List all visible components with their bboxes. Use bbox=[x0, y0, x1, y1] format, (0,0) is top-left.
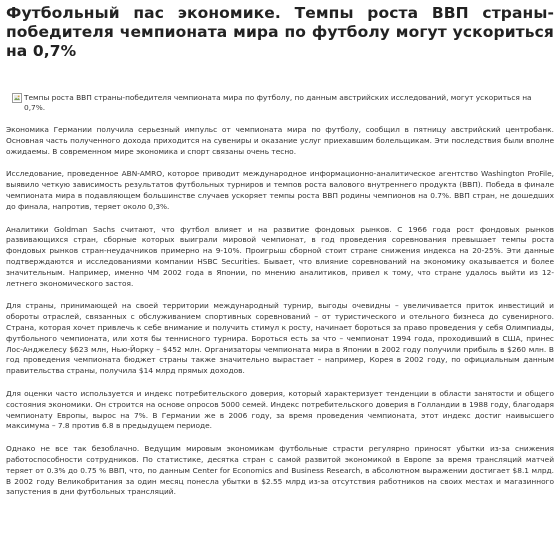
article-paragraph: Для страны, принимающей на своей территории международный турнир, выгоды очевидны – увеличивается приток инвестиций и обороты отраслей, связанных с обслуживанием спортивных соревнований – от туристического и отельного бизнеса до сувенирного. Страна, которая хочет привлечь к себе внимание и получить стимул к росту, начинает бороться за право проведения у себя Олимпиады, футбольного чемпионата, или хотя бы теннисного турнира. Бороться есть за что – чемпионат 1994 года, проходивший в США, принес Лос-Анджелесу $623 млн, Нью-Йорку – $452 млн. Организаторы чемпионата мира в Японии в 2002 году получили прибыль в $260 млн. В год проведения чемпионата бюджет страны также значительно вырастает – например, Корея в 2002 году, по официальным данным правительства страны, получила $14 млрд прямых доходов. bbox=[6, 301, 554, 376]
image-caption: Темпы роста ВВП страны-победителя чемпионата мира по футболу, по данным австрийских исследований, могут ускориться на 0,7%. bbox=[24, 93, 532, 112]
article-paragraph: Однако не все так безоблачно. Ведущим мировым экономикам футбольные страсти регулярно приносят убытки из-за снижения работоспособности сотрудников. По статистике, десятка стран с самой развитой экономикой в Европе за время трансляций матчей теряет от 0.3% до 0.75 % ВВП, что, по данным Center for Economics and Business Research, в абсолютном выражении достигает $8.1 млрд. В 2002 году Великобритания за один месяц понесла убытки в $2.55 млрд из-за отсутствия работников на своих местах и магазинного запустения в дни футбольных трансляций. bbox=[6, 444, 554, 497]
article-paragraph: Исследование, проведенное ABN-AMRO, которое приводит международное информационно-аналитическое агентство Washington ProFile, выявило четкую зависимость результатов футбольных турниров и темпов роста валового внутреннего продукта (ВВП). Победа в финале чемпионата мира в подавляющем большинстве случаев ускоряет темпы роста ВВП родины чемпионов на 0.7%. ВВП стран, не дошедших до финала, напротив, теряет около 0,3%. bbox=[6, 169, 554, 211]
article-figure bbox=[6, 93, 554, 113]
article-headline: Футбольный пас экономике. Темпы роста ВВП страны-победителя чемпионата мира по футболу могут ускориться на 0,7% bbox=[6, 4, 554, 60]
broken-image-icon bbox=[12, 93, 22, 103]
article-paragraph: Для оценки часто используется и индекс потребительского доверия, который характеризует тенденции в области занятости и общего состояния экономики. Он строится на основе опросов 5000 семей. Индекс потребительского доверия в Голландии в 1988 году, благодаря чемпионату Европы, вырос на 7%. В Германии же в 2006 году, за время проведения чемпионата, этот индекс достиг наивысшего максимума – 7.8 против 6.8 в предыдущем периоде. bbox=[6, 388, 554, 431]
article-paragraph: Аналитики Goldman Sachs считают, что футбол влияет и на развитие фондовых рынков. С 1966 года рост фондовых рынков развивающихся стран, сборные которых выиграли мировой чемпионат, в год проведения соревнования превышает темпы роста фондовых рынков стран-неудачников примерно на 9-10%. Проигрыш сборной стоит стране снижения индекса на 20-25%. Эти данные подтверждаются и исследованиями компании HSBC Securities. Бывает, что влияние соревнований на экономику оказывается и более значительным. Например, именно ЧМ 2002 года в Японии, по мнению аналитиков, привел к тому, что стране удалось выйти из 12-летнего экономического застоя. bbox=[6, 224, 554, 288]
article bbox=[0, 4, 560, 498]
article-paragraph: Экономика Германии получила серьезный импульс от чемпионата мира по футболу, сообщил в пятницу австрийский центробанк. Основная часть полученного дохода приходится на сувениры и оказание услуг приехавшим болельщикам. Эти последствия были вполне ожидаемы. В современном мире экономика и спорт связаны очень тесно. bbox=[6, 125, 554, 156]
